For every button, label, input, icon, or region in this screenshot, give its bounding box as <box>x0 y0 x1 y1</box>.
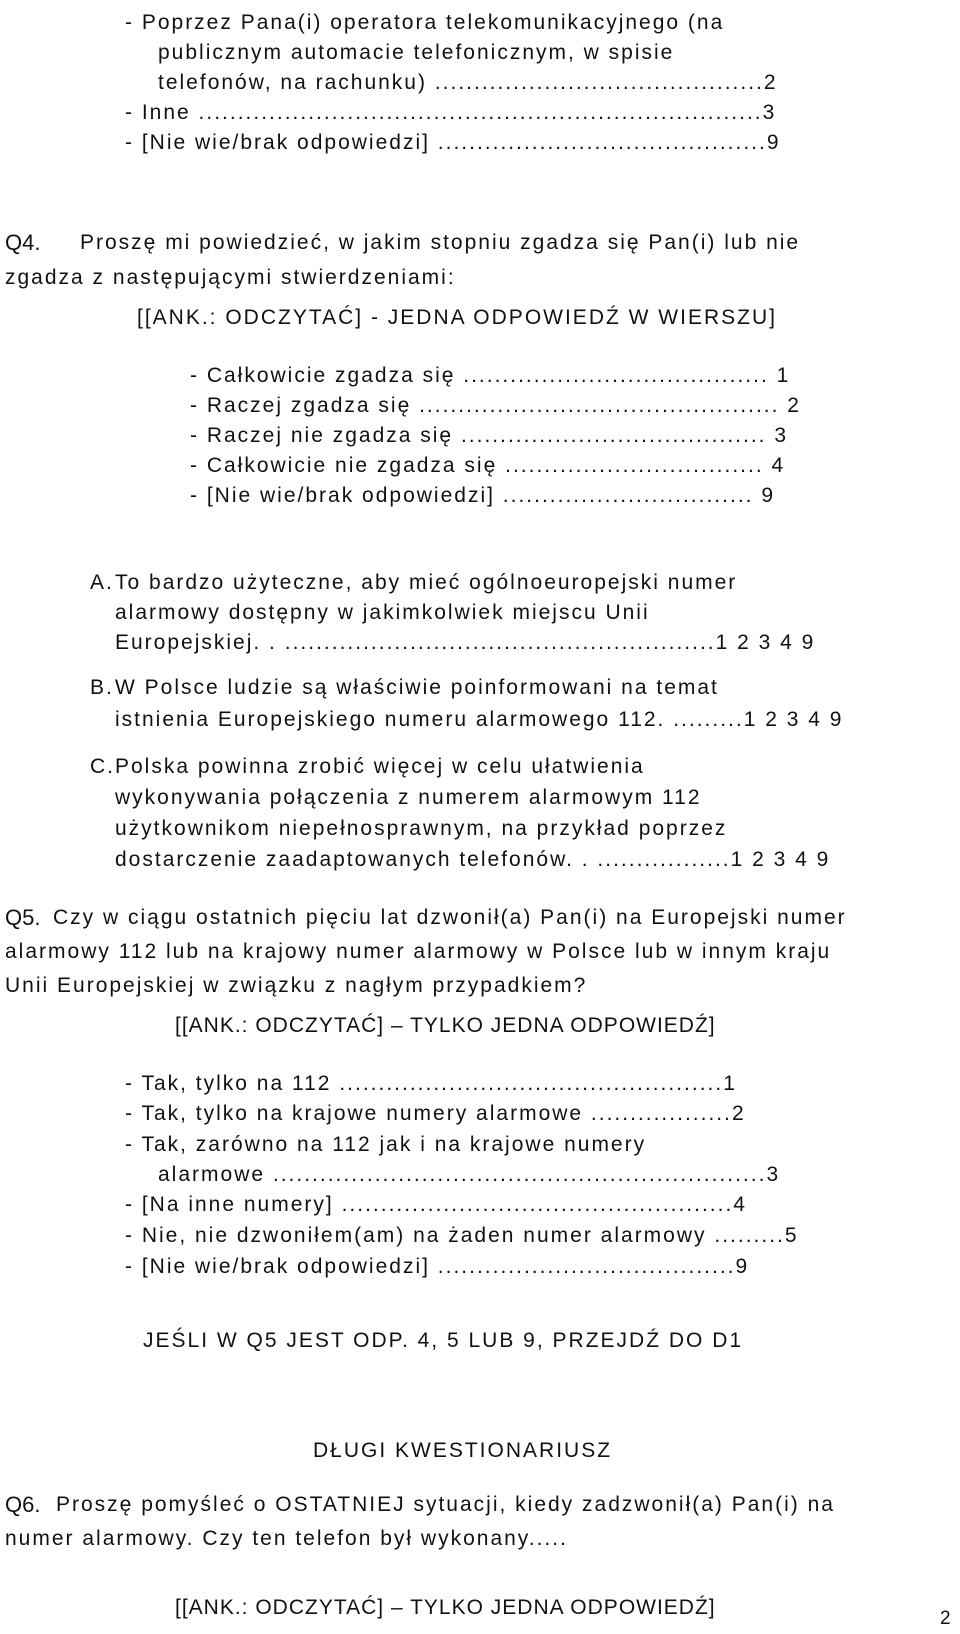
q6-instruction: [[ANK.: ODCZYTAĆ] – TYLKO JEDNA ODPOWIEDŹ] <box>175 1596 716 1619</box>
q3-option-line: - Inne ........................................................................3 <box>125 101 777 124</box>
q5-option: - Tak, zarówno na 112 jak i na krajowe numery <box>125 1133 647 1156</box>
q4-question-line: Proszę mi powiedzieć, w jakim stopniu zgadza się Pan(i) lub nie <box>80 231 801 254</box>
statement-b-line: W Polsce ludzie są właściwie poinformowani na temat <box>115 676 719 699</box>
q5-question-line: Unii Europejskiej w związku z nagłym przypadkiem? <box>5 974 588 997</box>
q5-number: Q5. <box>5 905 41 930</box>
statement-letter-a: A. <box>90 571 114 594</box>
q4-option: - Raczej nie zgadza się ....................................... 3 <box>190 424 788 447</box>
q5-option: - Tak, tylko na krajowe numery alarmowe ..................2 <box>125 1102 746 1125</box>
q5-option: - Tak, tylko na 112 .................................................1 <box>125 1072 737 1095</box>
statement-c-line: Polska powinna zrobić więcej w celu ułatwienia <box>115 755 645 778</box>
q6-question-line: Proszę pomyśleć o OSTATNIEJ sytuacji, kiedy zadzwonił(a) Pan(i) na <box>56 1493 835 1516</box>
q5-option: - Nie, nie dzwoniłem(am) na żaden numer alarmowy .........5 <box>125 1224 799 1247</box>
page-number: 2 <box>940 1608 951 1629</box>
q6-number: Q6. <box>5 1492 41 1517</box>
statement-a-line: Europejskiej. . .......................................................1 2 3 4 9 <box>115 631 816 654</box>
q3-option-line: publicznym automacie telefonicznym, w spisie <box>158 41 675 64</box>
q4-instruction: [[ANK.: ODCZYTAĆ] - JEDNA ODPOWIEDŹ W WIERSZU] <box>137 306 777 329</box>
q5-option: alarmowe ...............................................................3 <box>158 1163 781 1186</box>
q4-question-line: zgadza z następującymi stwierdzeniami: <box>5 266 456 289</box>
q5-option: - [Na inne numery] ..................................................4 <box>125 1193 747 1216</box>
q4-number: Q4. <box>5 230 41 255</box>
q4-option: - Raczej zgadza się .............................................. 2 <box>190 394 801 417</box>
q4-option: - [Nie wie/brak odpowiedzi] ................................ 9 <box>190 484 775 507</box>
statement-c-line: dostarczenie zaadaptowanych telefonów. . .................1 2 3 4 9 <box>115 848 831 871</box>
section-title: DŁUGI KWESTIONARIUSZ <box>313 1439 613 1462</box>
q4-option: - Całkowicie zgadza się ....................................... 1 <box>190 364 791 387</box>
q3-option-line: - Poprzez Pana(i) operatora telekomunikacyjnego (na <box>125 11 725 34</box>
routing-instruction: JEŚLI W Q5 JEST ODP. 4, 5 LUB 9, PRZEJDŹ DO D1 <box>143 1329 744 1352</box>
q5-question-line: alarmowy 112 lub na krajowy numer alarmowy w Polsce lub w innym kraju <box>5 940 832 963</box>
statement-b-line: istnienia Europejskiego numeru alarmowego 112. .........1 2 3 4 9 <box>115 708 844 731</box>
q5-question-line: Czy w ciągu ostatnich pięciu lat dzwonił(a) Pan(i) na Europejski numer <box>53 906 847 929</box>
q3-option-line: - [Nie wie/brak odpowiedzi] ..........................................9 <box>125 131 781 154</box>
q3-option-line: telefonów, na rachunku) ..........................................2 <box>158 71 778 94</box>
statement-c-line: użytkownikom niepełnosprawnym, na przykład poprzez <box>115 817 728 840</box>
statement-a-line: alarmowy dostępny w jakimkolwiek miejscu Unii <box>115 601 650 624</box>
statement-letter-b: B. <box>90 676 114 699</box>
q5-option: - [Nie wie/brak odpowiedzi] ......................................9 <box>125 1255 750 1278</box>
statement-letter-c: C. <box>90 755 115 778</box>
q5-instruction: [[ANK.: ODCZYTAĆ] – TYLKO JEDNA ODPOWIEDŹ] <box>175 1014 716 1037</box>
statement-a-line: To bardzo użyteczne, aby mieć ogólnoeuropejski numer <box>115 571 738 594</box>
q4-option: - Całkowicie nie zgadza się ................................. 4 <box>190 454 786 477</box>
q6-question-line: numer alarmowy. Czy ten telefon był wykonany..... <box>5 1527 568 1550</box>
statement-c-line: wykonywania połączenia z numerem alarmowym 112 <box>115 786 702 809</box>
